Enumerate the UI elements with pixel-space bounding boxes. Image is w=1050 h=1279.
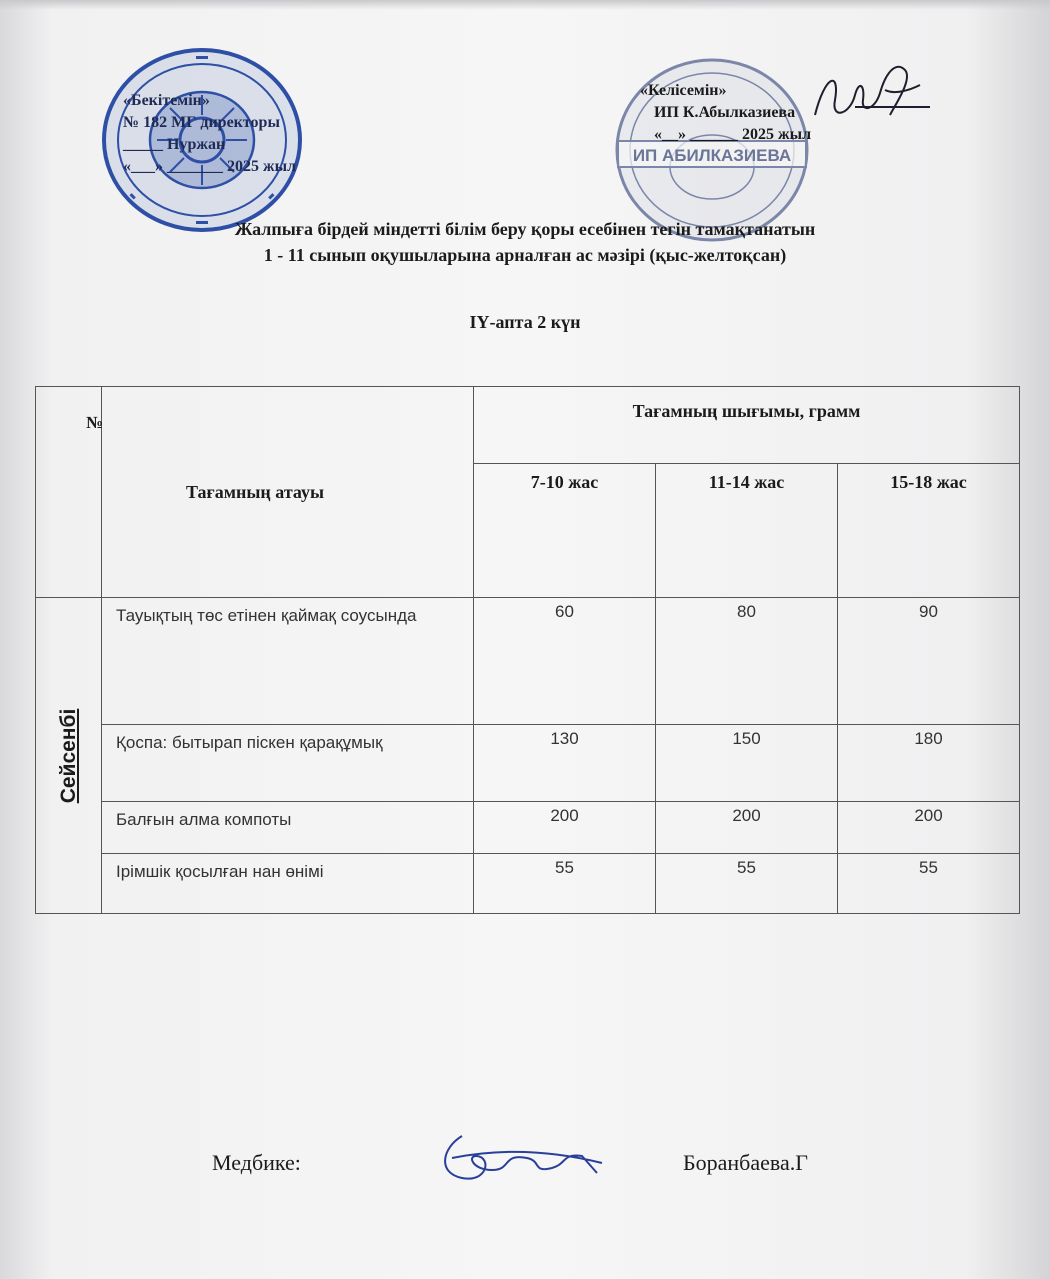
yield-value: 200: [656, 802, 838, 854]
day-cell: [36, 598, 102, 914]
title-line-2: 1 - 11 сынып оқушыларына арналған ас мәзірі (қыс-желтоқсан): [263, 245, 787, 265]
menu-table-container: [35, 386, 1020, 914]
yield-value: 130: [474, 725, 656, 802]
column-header-yield-group: Тағамның шығымы, грамм: [474, 387, 1020, 464]
yield-value: 60: [474, 598, 656, 725]
column-header-age-11-14: 11-14 жас: [656, 464, 838, 598]
approval-date-left: «___» _______ 2025 жыл: [123, 158, 297, 175]
yield-value: 80: [656, 598, 838, 725]
signature-top-right: [795, 55, 935, 135]
dish-name: Балғын алма компоты: [102, 802, 474, 854]
nurse-signature: [432, 1128, 607, 1188]
table-row: [36, 725, 1020, 802]
yield-value: 90: [838, 598, 1020, 725]
table-row: [36, 802, 1020, 854]
dish-name: Тауықтың төс етінен қаймақ соусында: [102, 598, 474, 725]
approval-position-left: № 182 МГ директоры: [123, 114, 280, 131]
approval-date-right: «__» ______ 2025 жыл: [654, 126, 812, 143]
yield-value: 55: [656, 854, 838, 914]
yield-value: 150: [656, 725, 838, 802]
page-top-shadow: [0, 0, 1050, 10]
column-header-age-15-18: 15-18 жас: [838, 464, 1020, 598]
approval-block-left: [123, 90, 353, 178]
yield-value: 55: [838, 854, 1020, 914]
day-label: Сейсенбі: [56, 708, 80, 803]
svg-text:ИП АБИЛКАЗИЕВА: ИП АБИЛКАЗИЕВА: [632, 146, 792, 165]
column-header-number: №: [36, 387, 102, 598]
document-title: [80, 216, 970, 268]
nurse-role-label: Медбике:: [212, 1150, 301, 1175]
table-row: [36, 598, 1020, 725]
dish-name: Қоспа: бытырап піскен қарақұмық: [102, 725, 474, 802]
yield-value: 55: [474, 854, 656, 914]
yield-value: 200: [838, 802, 1020, 854]
nurse-name: Боранбаева.Г: [683, 1150, 808, 1175]
table-row: [36, 854, 1020, 914]
column-header-dish-name: Тағамның атауы: [102, 387, 474, 598]
yield-value: 200: [474, 802, 656, 854]
dish-name: Ірімшік қосылған нан өнімі: [102, 854, 474, 914]
title-line-1: Жалпыға бірдей міндетті білім беру қоры есебінен тегін тамақтанатын: [234, 219, 816, 239]
yield-value: 180: [838, 725, 1020, 802]
approval-title-right: «Келісемін»: [640, 82, 727, 99]
approval-title-left: «Бекітемін»: [123, 92, 210, 109]
week-day-heading: IҮ-апта 2 күн: [469, 312, 581, 332]
approval-signer-left: _____ Нуржан: [123, 136, 226, 153]
approval-signer-right: ИП К.Абылказиева: [654, 104, 796, 121]
menu-table: [35, 386, 1020, 914]
column-header-age-7-10: 7-10 жас: [474, 464, 656, 598]
